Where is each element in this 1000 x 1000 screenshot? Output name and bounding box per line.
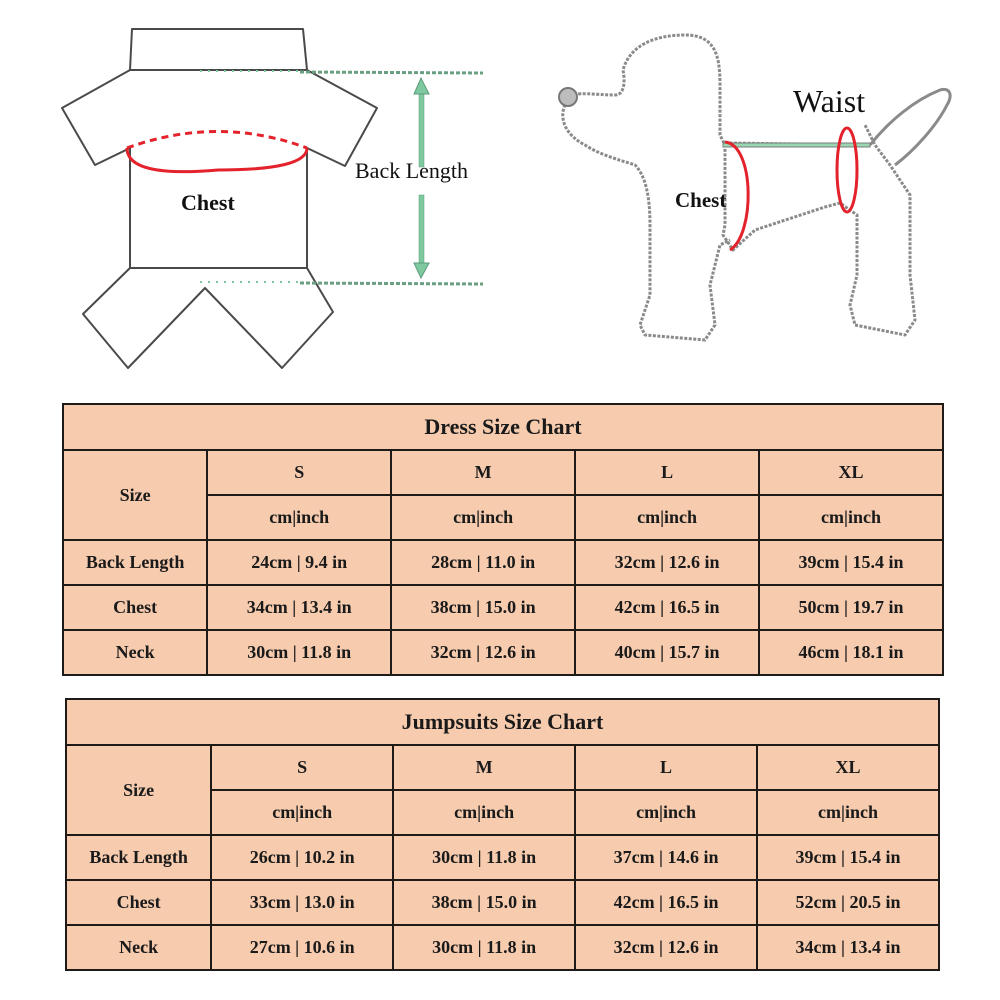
garment-chest-label: Chest [181, 190, 235, 215]
table-row [63, 630, 943, 675]
table-cell: 24cm | 9.4 in [207, 540, 391, 585]
dress-unit-s: cm|inch [207, 495, 391, 540]
table-row [66, 835, 939, 880]
table-cell: 42cm | 16.5 in [575, 585, 759, 630]
dress-unit-l: cm|inch [575, 495, 759, 540]
table-cell: 52cm | 20.5 in [757, 880, 939, 925]
table-cell: 28cm | 11.0 in [391, 540, 575, 585]
dog-chest-label: Chest [675, 188, 727, 212]
dress-unit-xl: cm|inch [759, 495, 943, 540]
garment-measurement-diagram [55, 20, 495, 380]
table-cell: 37cm | 14.6 in [575, 835, 757, 880]
garment-back-length-label: Back Length [355, 158, 469, 183]
table-cell: 30cm | 11.8 in [393, 835, 575, 880]
table-row [66, 925, 939, 970]
table-cell: 40cm | 15.7 in [575, 630, 759, 675]
table-cell: 32cm | 12.6 in [391, 630, 575, 675]
dress-size-xl: XL [759, 450, 943, 495]
jumpsuits-size-header: Size [66, 745, 211, 835]
dress-size-m: M [391, 450, 575, 495]
jumpsuits-size-l: L [575, 745, 757, 790]
table-row [66, 880, 939, 925]
dress-table-title: Dress Size Chart [63, 404, 943, 450]
table-cell: 32cm | 12.6 in [575, 540, 759, 585]
dog-waist-label: Waist [793, 83, 866, 119]
row-label-chest: Chest [63, 585, 207, 630]
table-cell: 32cm | 12.6 in [575, 925, 757, 970]
table-cell: 27cm | 10.6 in [211, 925, 393, 970]
jumpsuits-table-title: Jumpsuits Size Chart [66, 699, 939, 745]
jumpsuits-size-chart-table [65, 698, 940, 971]
table-cell: 50cm | 19.7 in [759, 585, 943, 630]
table-cell: 39cm | 15.4 in [757, 835, 939, 880]
dress-unit-m: cm|inch [391, 495, 575, 540]
row-label-back-length: Back Length [66, 835, 211, 880]
table-cell: 46cm | 18.1 in [759, 630, 943, 675]
row-label-neck: Neck [63, 630, 207, 675]
table-cell: 30cm | 11.8 in [393, 925, 575, 970]
table-cell: 34cm | 13.4 in [207, 585, 391, 630]
table-cell: 26cm | 10.2 in [211, 835, 393, 880]
row-label-back-length: Back Length [63, 540, 207, 585]
jumpsuits-unit-l: cm|inch [575, 790, 757, 835]
dog-outline-icon [545, 25, 965, 360]
jumpsuits-unit-s: cm|inch [211, 790, 393, 835]
table-cell: 38cm | 15.0 in [393, 880, 575, 925]
row-label-chest: Chest [66, 880, 211, 925]
table-cell: 39cm | 15.4 in [759, 540, 943, 585]
table-cell: 33cm | 13.0 in [211, 880, 393, 925]
dress-size-s: S [207, 450, 391, 495]
table-cell: 42cm | 16.5 in [575, 880, 757, 925]
dog-measurement-diagram [545, 25, 965, 360]
dress-size-chart-table [62, 403, 944, 676]
table-row [63, 585, 943, 630]
jumpsuits-unit-xl: cm|inch [757, 790, 939, 835]
dress-size-l: L [575, 450, 759, 495]
jumpsuits-size-s: S [211, 745, 393, 790]
table-row [63, 540, 943, 585]
table-cell: 34cm | 13.4 in [757, 925, 939, 970]
table-cell: 30cm | 11.8 in [207, 630, 391, 675]
garment-outline-icon [55, 20, 495, 380]
row-label-neck: Neck [66, 925, 211, 970]
jumpsuits-size-m: M [393, 745, 575, 790]
jumpsuits-unit-m: cm|inch [393, 790, 575, 835]
dress-size-header: Size [63, 450, 207, 540]
jumpsuits-size-xl: XL [757, 745, 939, 790]
table-cell: 38cm | 15.0 in [391, 585, 575, 630]
